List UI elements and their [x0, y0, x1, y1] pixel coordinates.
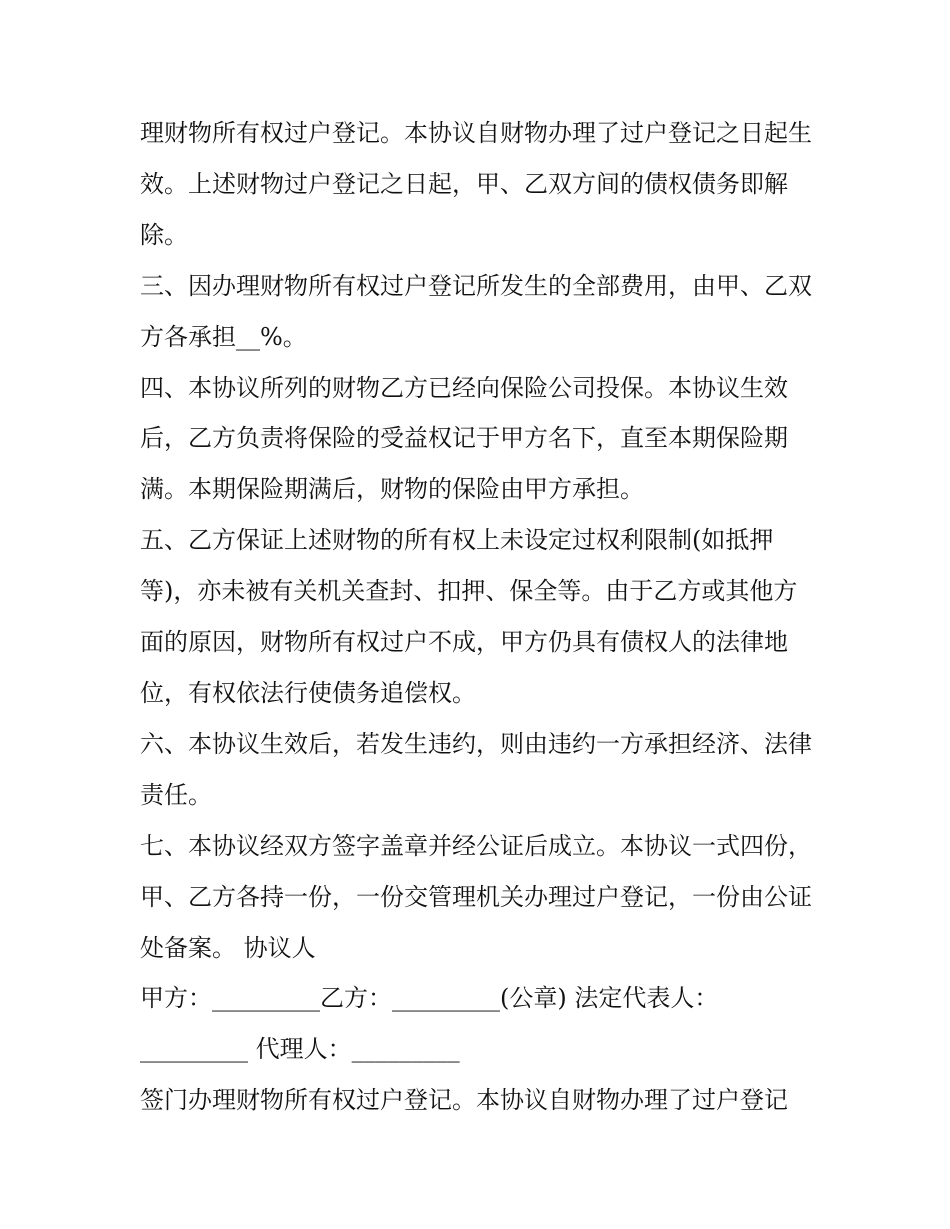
paragraph-clause-7: 七、本协议经双方签字盖章并经公证后成立。本协议一式四份，甲、乙方各持一份，一份交管理机关办理过户登记，一份由公证处备案。 协议人 [140, 831, 812, 962]
paragraph-clause-4: 四、本协议所列的财物乙方已经向保险公司投保。本协议生效后，乙方负责将保险的受益权记于甲方名下，直至本期保险期满。本期保险期满后，财物的保险由甲方承担。 [140, 373, 788, 504]
paragraph-continuation: 签门办理财物所有权过户登记。本协议自财物办理了过户登记 [140, 1086, 788, 1115]
paragraph-clause-3: 三、因办理财物所有权过户登记所发生的全部费用，由甲、乙双方各承担__%。 [140, 271, 812, 351]
signature-lines: 甲方：_________乙方：_________(公章) 法定代表人：_________ 代理人：_________ [140, 984, 719, 1064]
paragraph-clause-5: 五、乙方保证上述财物的所有权上未设定过权利限制(如抵押等)，亦未被有关机关查封、扣押、保全等。由于乙方或其他方面的原因，财物所有权过户不成，甲方仍具有债权人的法律地位，有权依法行使债务追偿权。 [140, 526, 798, 707]
paragraph-transfer-effective: 理财物所有权过户登记。本协议自财物办理了过户登记之日起生效。上述财物过户登记之日起，甲、乙双方间的债权债务即解除。 [140, 119, 812, 249]
document-body [140, 108, 820, 1126]
paragraph-clause-6: 六、本协议生效后，若发生违约，则由违约一方承担经济、法律责任。 [140, 729, 812, 809]
